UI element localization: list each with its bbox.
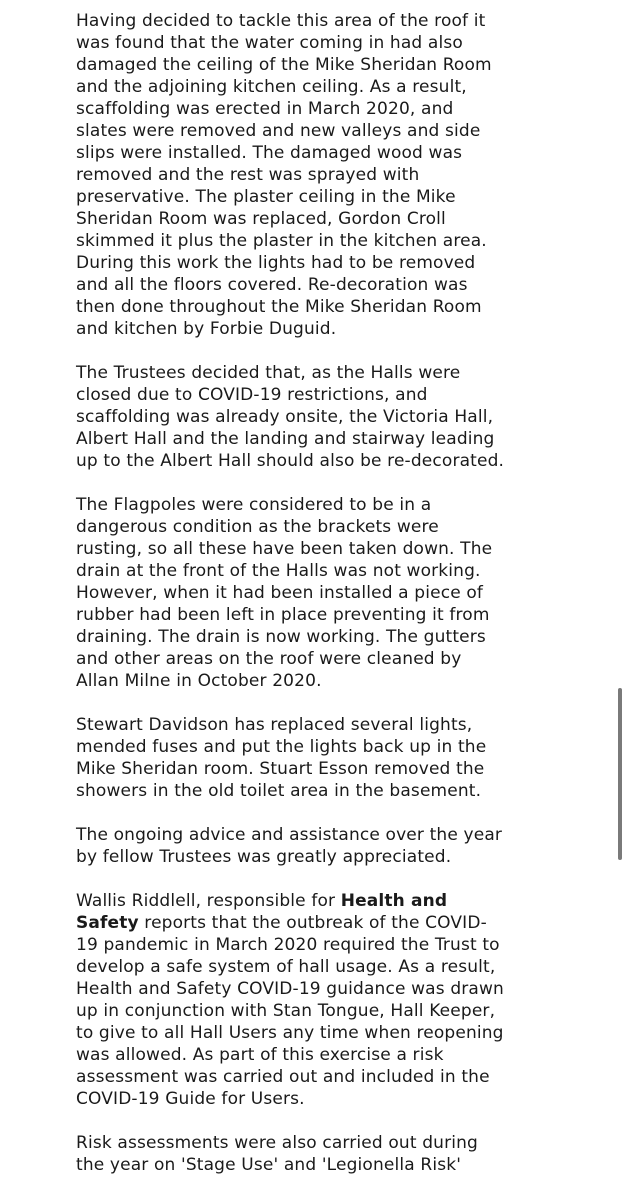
text-line: and the adjoining kitchen ceiling. As a result, [76,77,467,97]
text-line: assessment was carried out and included in the [76,1067,490,1087]
text-line: up in conjunction with Stan Tongue, Hall Keeper, [76,1001,496,1021]
text-line: was found that the water coming in had also [76,33,463,53]
paragraph-appreciation [76,824,576,868]
paragraph-redecoration [76,362,576,472]
text-line: Health and Safety COVID-19 guidance was drawn [76,979,504,999]
vertical-scrollbar-thumb[interactable] [618,688,622,860]
bold-heading-text: Health and [340,891,448,911]
text-line: and all the floors covered. Re-decoration was [76,275,468,295]
text-line: and kitchen by Forbie Duguid. [76,319,337,339]
text-line: the year on 'Stage Use' and 'Legionella Risk' [76,1155,462,1175]
text-line: Albert Hall and the landing and stairway leading [76,429,495,449]
text-line: to give to all Hall Users any time when reopening [76,1023,504,1043]
document-body [76,10,576,1198]
text-line: dangerous condition as the brackets were [76,517,439,537]
text-line: preservative. The plaster ceiling in the Mike [76,187,456,207]
text-line: skimmed it plus the plaster in the kitchen area. [76,231,487,251]
text-line: slips were installed. The damaged wood was [76,143,463,163]
text-line: closed due to COVID-19 restrictions, and [76,385,428,405]
text-line: slates were removed and new valleys and side [76,121,481,141]
text-line: rusting, so all these have been taken down. The [76,539,493,559]
text-line: drain at the front of the Halls was not working. [76,561,481,581]
text-line [76,890,576,912]
text-line: and other areas on the roof were cleaned by [76,649,462,669]
paragraph-flagpoles-drain [76,494,576,692]
text-line: During this work the lights had to be removed [76,253,476,273]
text-line: draining. The drain is now working. The gutters [76,627,486,647]
text-line: rubber had been left in place preventing it from [76,605,490,625]
text-line: was allowed. As part of this exercise a risk [76,1045,444,1065]
text-line: Allan Milne in October 2020. [76,671,322,691]
paragraph-risk-assessments [76,1132,576,1176]
paragraph-lights-showers [76,714,576,802]
text-line: by fellow Trustees was greatly appreciated. [76,847,452,867]
text-line: damaged the ceiling of the Mike Sheridan Room [76,55,492,75]
paragraph-roof-repairs [76,10,576,340]
text-line: However, when it had been installed a piece of [76,583,484,603]
text-line: Stewart Davidson has replaced several lights, [76,715,473,735]
text-line: mended fuses and put the lights back up in the [76,737,487,757]
text-line: up to the Albert Hall should also be re-decorated. [76,451,505,471]
text-line: The Trustees decided that, as the Halls were [76,363,461,383]
text-line: then done throughout the Mike Sheridan Room [76,297,482,317]
text-span: Wallis Riddlell, responsible for [76,891,341,911]
text-line: develop a safe system of hall usage. As a result, [76,957,496,977]
text-line: Sheridan Room was replaced, Gordon Croll [76,209,446,229]
text-line: 19 pandemic in March 2020 required the Trust to [76,935,500,955]
text-line: COVID-19 Guide for Users. [76,1089,305,1109]
paragraph-health-safety [76,890,576,1110]
text-line: The ongoing advice and assistance over the year [76,825,503,845]
text-line: scaffolding was already onsite, the Victoria Hall, [76,407,494,427]
text-line: scaffolding was erected in March 2020, and [76,99,454,119]
bold-heading-text: Safety [76,913,139,933]
text-line [76,912,576,934]
text-line: Risk assessments were also carried out during [76,1133,478,1153]
text-line: Having decided to tackle this area of the roof it [76,11,486,31]
text-line: removed and the rest was sprayed with [76,165,420,185]
text-line: The Flagpoles were considered to be in a [76,495,432,515]
text-line: Mike Sheridan room. Stuart Esson removed the [76,759,485,779]
text-span: reports that the outbreak of the COVID- [138,913,487,933]
text-line: showers in the old toilet area in the basement. [76,781,482,801]
